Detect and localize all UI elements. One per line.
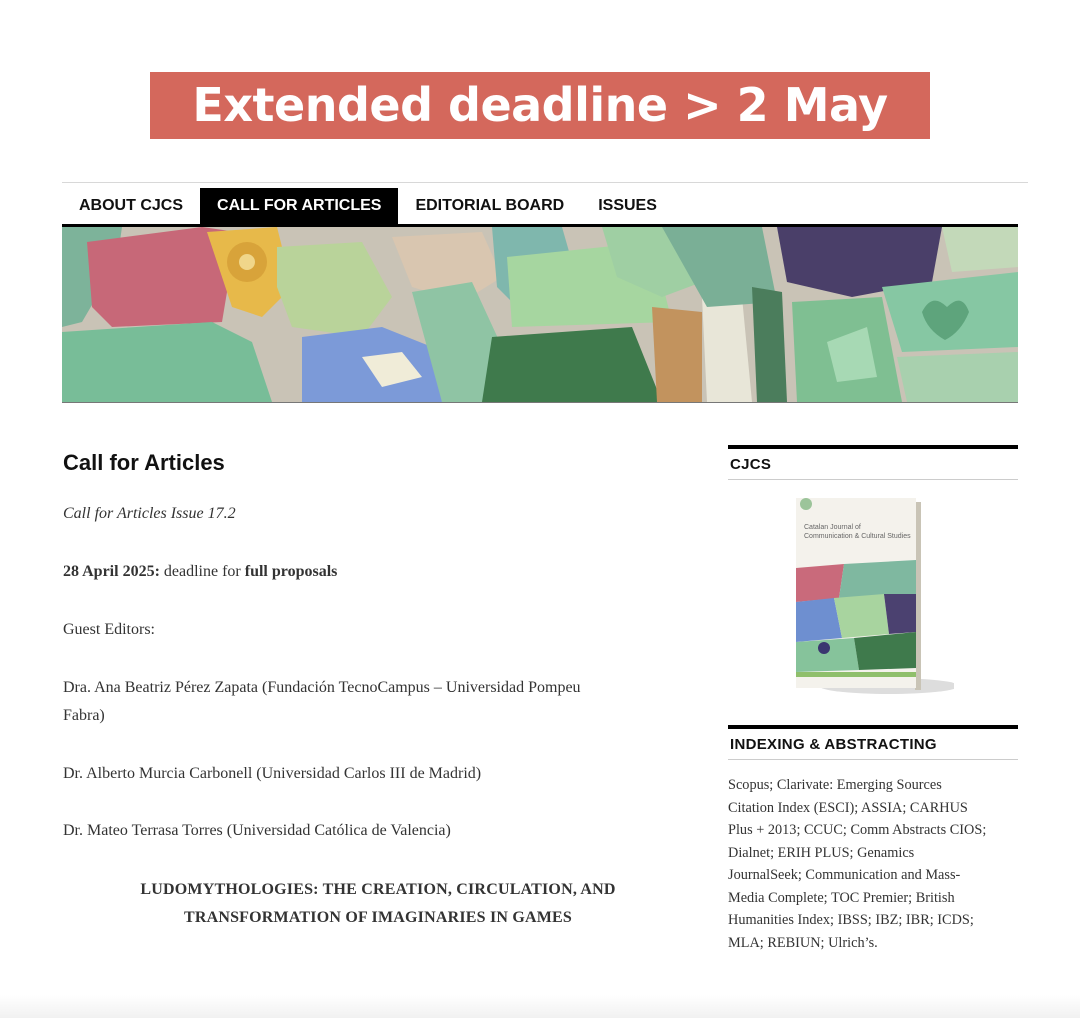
indexing-line: Dialnet; ERIH PLUS; Genamics xyxy=(728,844,915,861)
main-nav xyxy=(62,188,1018,227)
indexing-list xyxy=(728,774,1018,954)
nav-call-for-articles[interactable]: CALL FOR ARTICLES xyxy=(200,188,398,224)
deadline-text: deadline for xyxy=(159,563,245,580)
article-title-line-1: LUDOMYTHOLOGIES: THE CREATION, CIRCULATION, AND xyxy=(140,881,616,898)
main-content xyxy=(63,440,693,926)
mosaic-header-image xyxy=(62,227,1018,403)
cover-title-line-1: Catalan Journal of xyxy=(804,524,861,531)
editor-1-continued: Fabra) xyxy=(63,707,105,724)
sidebar-cjcs xyxy=(728,445,1018,698)
editor-2: Dr. Alberto Murcia Carbonell (Universidad Carlos III de Madrid) xyxy=(63,765,482,782)
deadline-banner: Extended deadline > 2 May xyxy=(150,72,930,139)
editor-1: Dra. Ana Beatriz Pérez Zapata (Fundación TecnoCampus – Universidad Pompeu xyxy=(63,679,581,696)
indexing-line: MLA; REBIUN; Ulrich’s. xyxy=(728,934,878,951)
header-divider xyxy=(62,182,1028,183)
nav-about-cjcs[interactable]: ABOUT CJCS xyxy=(79,197,184,214)
deadline-line xyxy=(63,558,337,586)
indexing-line: Humanities Index; IBSS; IBZ; IBR; ICDS; xyxy=(728,912,974,928)
issue-label: Call for Articles Issue 17.2 xyxy=(63,505,236,522)
cover-title-line-2: Communication & Cultural Studies xyxy=(804,533,911,540)
deadline-proposals: full proposals xyxy=(244,563,338,580)
nav-editorial-board[interactable]: EDITORIAL BOARD xyxy=(415,197,565,214)
sidebar-indexing xyxy=(728,725,1018,954)
mosaic-tiles-image xyxy=(62,227,1018,402)
guest-editors-label: Guest Editors: xyxy=(63,621,155,638)
indexing-line: JournalSeek; Communication and Mass- xyxy=(728,867,961,883)
page-title: Call for Articles xyxy=(63,450,225,475)
cjcs-heading: CJCS xyxy=(728,445,1018,480)
deadline-date: 28 April 2025: xyxy=(63,563,160,580)
indexing-heading: INDEXING & ABSTRACTING xyxy=(728,725,1018,760)
indexing-line: Media Complete; TOC Premier; British xyxy=(728,889,955,906)
indexing-line: Plus + 2013; CCUC; Comm Abstracts CIOS; xyxy=(728,822,987,838)
bottom-edge xyxy=(0,995,1080,1018)
indexing-line: Scopus; Clarivate: Emerging Sources xyxy=(728,777,942,793)
article-title-line-2: TRANSFORMATION OF IMAGINARIES IN GAMES xyxy=(183,909,573,926)
indexing-line: Citation Index (ESCI); ASSIA; CARHUS xyxy=(728,799,968,816)
editor-3: Dr. Mateo Terrasa Torres (Universidad Católica de Valencia) xyxy=(63,822,451,839)
nav-issues[interactable]: ISSUES xyxy=(598,197,657,214)
journal-cover[interactable] xyxy=(794,498,954,698)
